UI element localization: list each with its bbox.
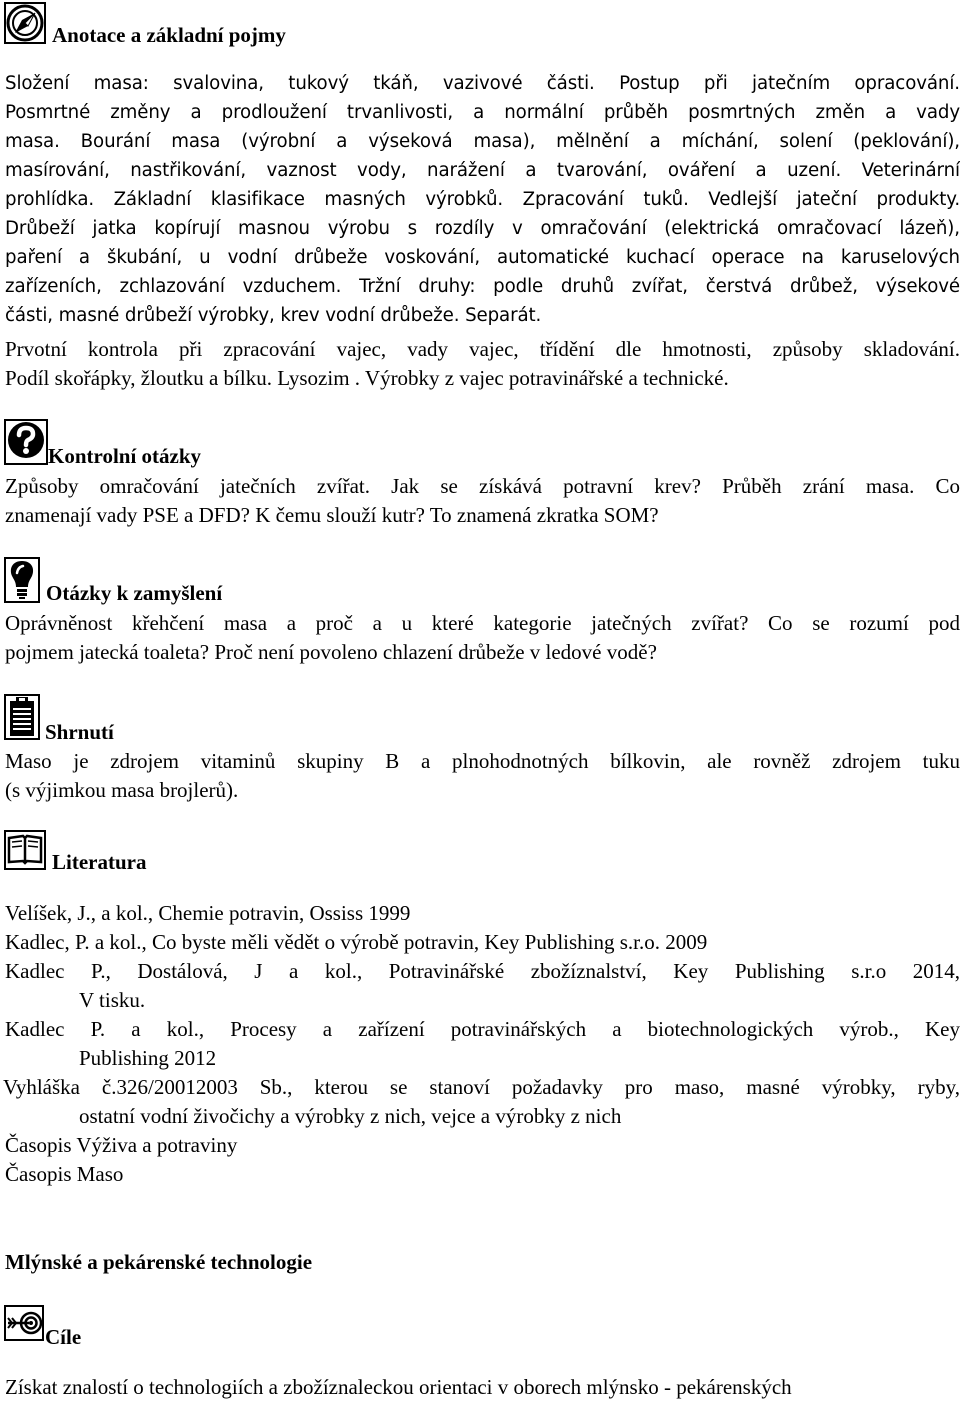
text-line: pojmem jatecká toaleta? Proč není povoleno chlazení drůbeže v ledové vodě?	[5, 640, 657, 664]
text-line: Oprávněnost křehčení masa a proč a u které kategorie jatečných zvířat? Co se rozumí pod	[5, 611, 960, 635]
reference-text: Kadlec, P. a kol., Co byste měli vědět o výrobě potravin, Key Publishing s.r.o. 2009	[5, 930, 708, 954]
reference-item	[5, 928, 960, 957]
reference-text: Vyhláška č.326/20012003 Sb., kterou se stanoví požadavky pro maso, masné výrobky, ryby,	[3, 1075, 960, 1099]
text-line: znamenají vady PSE a DFD? K čemu slouží kutr? To znamená zkratka SOM?	[5, 503, 659, 527]
question-icon	[4, 419, 48, 465]
section-heading-literatura: Literatura	[52, 850, 147, 874]
reference-text-continued: Publishing 2012	[79, 1046, 217, 1070]
reference-text: Kadlec P. a kol., Procesy a zařízení potravinářských a biotechnologických výrob., Key	[5, 1017, 960, 1041]
reference-item	[5, 1131, 960, 1160]
text-line: části, masné drůbeží výrobky, krev vodní drůbeže. Separát.	[5, 305, 542, 326]
text-line: Složení masa: svalovina, tukový tkáň, vazivové části. Postup při jatečním opracování.	[5, 73, 960, 94]
target-icon	[4, 1305, 44, 1341]
section-heading-kontrolni: Kontrolní otázky	[48, 444, 202, 468]
clipboard-icon	[4, 694, 40, 740]
reference-text: Kadlec P., Dostálová, J a kol., Potravinářské zbožíznalství, Key Publishing s.r.o 2014,	[5, 959, 960, 983]
text-line: prohlídka. Základní klasifikace masných výrobků. Zpracování tuků. Vedlejší jateční produkty.	[5, 189, 960, 210]
text-line: masa. Bourání masa (výrobní a výseková masa), mělnění a míchání, solení (peklování),	[5, 131, 960, 152]
reference-item	[5, 1160, 960, 1189]
anotace-paragraph	[5, 69, 960, 330]
reference-text-continued: V tisku.	[79, 988, 146, 1012]
book-icon	[4, 830, 46, 870]
reference-text: Časopis Výživa a potraviny	[5, 1133, 238, 1157]
lightbulb-icon	[4, 557, 40, 603]
text-line: paření a škubání, u vodní drůbeže voskování, automatické kuchací operace na karuselových	[5, 247, 960, 268]
compass-icon	[4, 2, 46, 44]
text-line: (s výjimkou masa brojlerů).	[5, 778, 239, 802]
text-line: Podíl skořápky, žloutku a bílku. Lysozim . Výrobky z vajec potravinářské a technické.	[5, 366, 729, 390]
text-line: zařízeních, zchlazování vzduchem. Tržní druhy: podle druhů zvířat, čerstvá drůbež, výsekové	[5, 276, 960, 297]
text-line: Prvotní kontrola při zpracování vajec, vady vajec, třídění dle hmotnosti, způsoby skladování.	[5, 337, 960, 361]
cile-paragraph	[5, 1373, 960, 1402]
text-line: Drůbeží jatka kopírují masnou výrobu s rozdíly v omračování (elektrická omračovací lázeň),	[5, 218, 960, 239]
zamysleni-paragraph	[5, 609, 960, 667]
reference-text: Velíšek, J., a kol., Chemie potravin, Ossiss 1999	[5, 901, 411, 925]
text-line: Posmrtné změny a prodloužení trvanlivosti, a normální průběh posmrtných změn a vady	[5, 102, 960, 123]
reference-text: Časopis Maso	[5, 1162, 124, 1186]
anotace-eggs-paragraph	[5, 335, 960, 393]
text-line: Způsoby omračování jatečních zvířat. Jak se získává potravní krev? Průběh zrání masa. Co	[5, 474, 960, 498]
chapter-title: Mlýnské a pekárenské technologie	[5, 1250, 313, 1274]
reference-item	[5, 1015, 960, 1073]
reference-item	[5, 957, 960, 1015]
reference-item	[5, 899, 960, 928]
section-heading-zamysleni: Otázky k zamyšlení	[46, 581, 223, 605]
reference-item	[3, 1073, 960, 1131]
kontrolni-paragraph	[5, 472, 960, 530]
shrnuti-paragraph	[5, 747, 960, 805]
section-heading-anotace: Anotace a základní pojmy	[52, 23, 286, 47]
text-line: masírování, nastřikování, vaznost vody, narážení a tvarování, ováření a uzení. Veterinární	[5, 160, 960, 181]
section-heading-shrnuti: Shrnutí	[45, 720, 114, 744]
section-heading-cile: Cíle	[45, 1325, 82, 1349]
reference-text-continued: ostatní vodní živočichy a výrobky z nich, vejce a výrobky z nich	[79, 1104, 622, 1128]
text-line: Získat znalostí o technologiích a zbožíznaleckou orientaci v oborech mlýnsko - pekárenských	[5, 1375, 792, 1399]
text-line: Maso je zdrojem vitaminů skupiny B a plnohodnotných bílkovin, ale rovněž zdrojem tuku	[5, 749, 960, 773]
